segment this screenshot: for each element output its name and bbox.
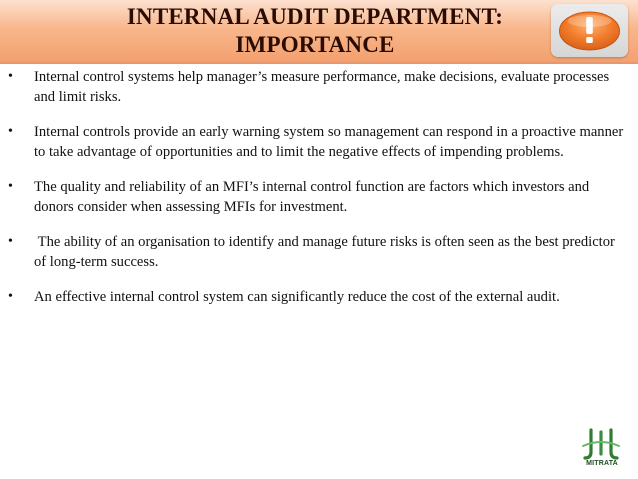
page-title-line-2: IMPORTANCE — [235, 32, 395, 57]
page-title-line-1: INTERNAL AUDIT DEPARTMENT: — [126, 4, 504, 29]
bullet-item — [8, 232, 630, 272]
bullet-glyph: • — [8, 179, 13, 194]
bullet-list — [8, 67, 630, 322]
bullet-text: The ability of an organisation to identify and manage future risks is often seen as the best predictor of long-term success. — [34, 234, 619, 270]
bullet-item — [8, 67, 630, 107]
alert-tile — [551, 4, 628, 57]
bullet-item — [8, 122, 630, 162]
bullet-text: Internal control systems help manager’s measure performance, make decisions, evaluate processes and limit risks. — [34, 69, 610, 105]
bullet-glyph: • — [8, 289, 13, 304]
exclamation-icon — [551, 4, 628, 57]
bullet-text: The quality and reliability of an MFI’s internal control function are factors which investors and donors consider when assessing MFIs for investment. — [34, 179, 590, 215]
bullet-glyph: • — [8, 124, 13, 139]
bullet-item — [8, 177, 630, 217]
bullet-text: An effective internal control system can significantly reduce the cost of the external audit. — [34, 289, 560, 305]
logo-wordmark: MITRATA — [586, 460, 618, 467]
title-bar — [0, 0, 638, 64]
bullet-glyph: • — [8, 234, 13, 249]
bullet-glyph: • — [8, 69, 13, 84]
bullet-item — [8, 287, 630, 307]
mitrata-logo-icon — [577, 428, 627, 460]
bullet-text: Internal controls provide an early warning system so management can respond in a proactive manner to take advantage of opportunities and to limit the negative effects of impending problems. — [34, 124, 624, 160]
mitrata-logo — [577, 428, 627, 474]
page-title — [0, 3, 630, 59]
